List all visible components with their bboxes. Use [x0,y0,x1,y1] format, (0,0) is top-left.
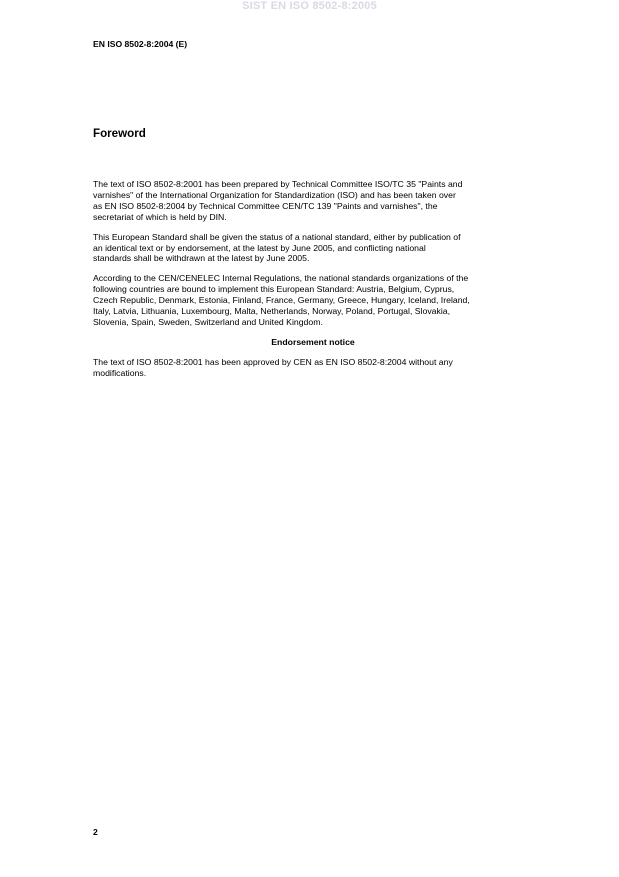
foreword-title: Foreword [93,127,146,140]
page-number: 2 [93,827,98,837]
endorsement-notice-text: The text of ISO 8502-8:2001 has been approved by CEN as EN ISO 8502-8:2004 without any modifications. [93,356,453,378]
foreword-paragraph-1: The text of ISO 8502-8:2001 has been prepared by Technical Committee ISO/TC 35 "Paints and varnishes" of the International Organization for Standardization (ISO) and has been taken over as EN ISO 8502-8:2004 by Technical Committee CEN/TC 139 "Paints and varnishes", the secretariat of which is held by DIN. [93,179,463,222]
endorsement-notice-title: Endorsement notice [271,336,355,347]
document-id: EN ISO 8502-8:2004 (E) [93,39,188,49]
document-body [93,179,553,388]
watermark: SIST EN ISO 8502-8:2005 [242,0,377,12]
foreword-paragraph-3: According to the CEN/CENELEC Internal Regulations, the national standards organizations of the following countries are bound to implement this European Standard: Austria, Belgium, Cyprus, Czech Republic, Denmark, Estonia, Finland, France, Germany, Greece, Hungary, Iceland, Ireland, Italy, Latvia, Lithuania, Luxembourg, Malta, Netherlands, Norway, Poland, Portugal, Slovakia, Slovenia, Spain, Sweden, Switzerland and United Kingdom. [93,273,470,327]
foreword-paragraph-2: This European Standard shall be given the status of a national standard, either by publication of an identical text or by endorsement, at the latest by June 2005, and conflicting national standards shall be withdrawn at the latest by June 2005. [93,231,461,264]
